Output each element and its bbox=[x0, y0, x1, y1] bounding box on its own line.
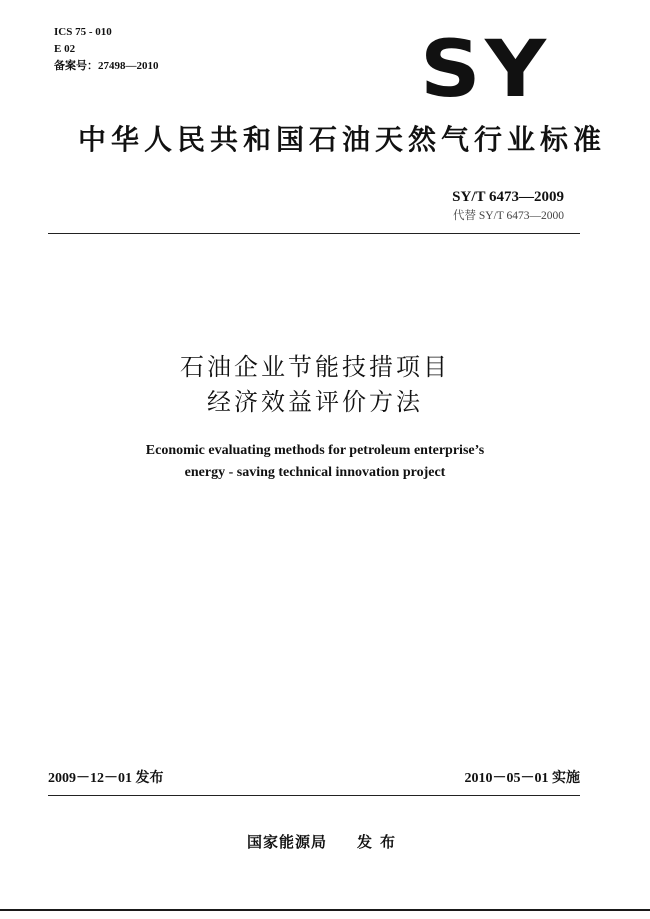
bottom-divider bbox=[48, 795, 580, 796]
replaces-standard: 代替 SY/T 6473—2000 bbox=[453, 210, 564, 222]
ics-code: ICS 75 - 010 bbox=[54, 26, 112, 38]
english-title-line-2: energy - saving technical innovation project bbox=[184, 465, 446, 480]
classification-block bbox=[54, 24, 159, 75]
standard-number: SY/T 6473—2009 bbox=[452, 189, 564, 205]
chinese-title bbox=[0, 350, 630, 420]
issue-date: 2009－12－01 发布 bbox=[48, 771, 164, 786]
issuing-authority bbox=[0, 832, 650, 852]
chinese-title-line-2: 经济效益评价方法 bbox=[207, 388, 423, 416]
filing-number: 备案号：27498—2010 bbox=[54, 60, 159, 72]
english-title bbox=[0, 440, 630, 484]
sy-logo: SY bbox=[420, 25, 551, 115]
standard-body-header: 中华人民共和国石油天然气行业标准 bbox=[78, 123, 607, 156]
scan-edge-line bbox=[0, 909, 650, 911]
issuer-action: 发布 bbox=[357, 833, 404, 851]
effective-date: 2010－05－01 实施 bbox=[464, 771, 580, 786]
issuer-name: 国家能源局 bbox=[246, 833, 327, 851]
english-title-line-1: Economic evaluating methods for petroleum enterprise’s bbox=[145, 443, 485, 458]
top-divider bbox=[48, 233, 580, 234]
ccs-code: E 02 bbox=[54, 43, 76, 55]
chinese-title-line-1: 石油企业节能技措项目 bbox=[180, 353, 450, 381]
